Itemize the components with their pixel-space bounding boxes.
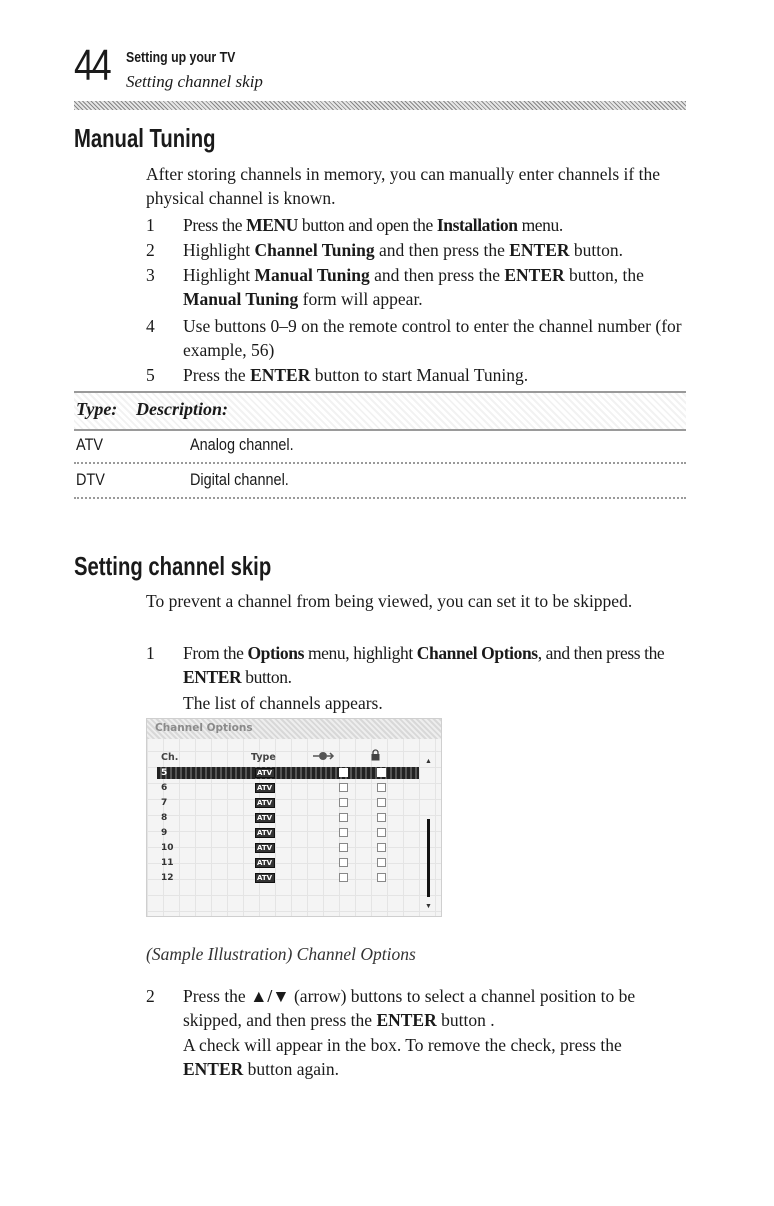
channel-row[interactable] bbox=[157, 767, 419, 779]
lock-checkbox[interactable] bbox=[377, 858, 386, 867]
step-number: 1 bbox=[146, 643, 155, 663]
step-text: Press the ▲/▼ (arrow) buttons to select a channel position to be skipped, and then press the ENTER button . bbox=[183, 986, 636, 1030]
skip-checkbox[interactable] bbox=[339, 798, 348, 807]
lock-icon bbox=[371, 749, 380, 761]
lock-checkbox[interactable] bbox=[377, 783, 386, 792]
step-text: Use buttons 0–9 on the remote control to enter the channel number (for example, 56) bbox=[183, 316, 682, 360]
channel-row[interactable] bbox=[157, 857, 419, 869]
step-number: 2 bbox=[146, 240, 155, 260]
channel-options-screen bbox=[146, 718, 442, 917]
table-header-row bbox=[74, 391, 686, 431]
channel-number: 10 bbox=[161, 843, 174, 853]
channel-row[interactable] bbox=[157, 827, 419, 839]
channel-row[interactable] bbox=[157, 797, 419, 809]
channel-type-label: ATV bbox=[257, 844, 273, 852]
channel-row[interactable] bbox=[157, 872, 419, 884]
channel-number: 5 bbox=[161, 768, 168, 778]
table-cell-type: ATV bbox=[76, 435, 104, 454]
channel-row[interactable] bbox=[157, 842, 419, 854]
channel-type-label: ATV bbox=[257, 814, 273, 822]
channel-type-badge bbox=[255, 813, 275, 823]
page-number: 44 bbox=[74, 41, 110, 90]
header-rule bbox=[74, 101, 686, 110]
table-row bbox=[74, 429, 686, 464]
step-text: Highlight Channel Tuning and then press the ENTER button. bbox=[183, 240, 624, 260]
step-number: 5 bbox=[146, 365, 155, 385]
lock-checkbox[interactable] bbox=[377, 768, 386, 777]
channel-type-badge bbox=[255, 828, 275, 838]
lock-checkbox[interactable] bbox=[377, 843, 386, 852]
channel-number: 6 bbox=[161, 783, 168, 793]
channel-row[interactable] bbox=[157, 812, 419, 824]
manual-tuning-intro: After storing channels in memory, you can manually enter channels if the physical channel is known. bbox=[146, 164, 660, 208]
lock-checkbox[interactable] bbox=[377, 813, 386, 822]
lock-checkbox[interactable] bbox=[377, 828, 386, 837]
step-note: A check will appear in the box. To remove the check, press the ENTER button again. bbox=[183, 1035, 622, 1079]
channel-type-badge bbox=[255, 858, 275, 868]
channel-row[interactable] bbox=[157, 782, 419, 794]
column-header-type: Type bbox=[251, 752, 276, 763]
scroll-up-arrow-icon[interactable]: ▲ bbox=[425, 757, 432, 765]
screen-title: Channel Options bbox=[155, 722, 253, 734]
channel-type-badge bbox=[255, 798, 275, 808]
channel-number: 7 bbox=[161, 798, 168, 808]
channel-type-badge bbox=[255, 768, 275, 778]
channel-type-label: ATV bbox=[257, 784, 273, 792]
channel-type-label: ATV bbox=[257, 799, 273, 807]
running-header-title: Setting up your TV bbox=[126, 49, 236, 66]
channel-type-label: ATV bbox=[257, 769, 273, 777]
step-number: 2 bbox=[146, 986, 155, 1006]
channel-number: 12 bbox=[161, 873, 174, 883]
skip-checkbox[interactable] bbox=[339, 858, 348, 867]
manual-tuning-heading: Manual Tuning bbox=[74, 123, 216, 153]
step-text: From the Options menu, highlight Channel Options, and then press the ENTER button. bbox=[183, 643, 665, 687]
channel-skip-heading: Setting channel skip bbox=[74, 551, 272, 581]
channel-type-badge bbox=[255, 873, 275, 883]
channel-number: 9 bbox=[161, 828, 168, 838]
step-number: 1 bbox=[146, 215, 155, 235]
scroll-down-arrow-icon[interactable]: ▼ bbox=[425, 902, 432, 910]
figure-caption: (Sample Illustration) Channel Options bbox=[146, 944, 416, 964]
channel-type-label: ATV bbox=[257, 859, 273, 867]
table-row bbox=[74, 464, 686, 499]
table-header-type: Type: bbox=[76, 399, 118, 419]
skip-checkbox[interactable] bbox=[339, 843, 348, 852]
channel-type-badge bbox=[255, 843, 275, 853]
channel-number: 11 bbox=[161, 858, 174, 868]
skip-checkbox[interactable] bbox=[339, 768, 348, 777]
lock-checkbox[interactable] bbox=[377, 873, 386, 882]
lock-checkbox[interactable] bbox=[377, 798, 386, 807]
skip-checkbox[interactable] bbox=[339, 783, 348, 792]
step-note: The list of channels appears. bbox=[183, 693, 383, 713]
step-text: Press the ENTER button to start Manual Tuning. bbox=[183, 365, 529, 385]
skip-checkbox[interactable] bbox=[339, 813, 348, 822]
skip-checkbox[interactable] bbox=[339, 828, 348, 837]
scrollbar[interactable] bbox=[427, 819, 430, 897]
step-text: Highlight Manual Tuning and then press the ENTER button, the Manual Tuning form will appear. bbox=[183, 265, 644, 309]
step-number: 3 bbox=[146, 265, 155, 285]
channel-type-badge bbox=[255, 783, 275, 793]
running-header-subtitle: Setting channel skip bbox=[126, 72, 263, 91]
step-number: 4 bbox=[146, 316, 155, 336]
channel-type-label: ATV bbox=[257, 829, 273, 837]
skip-checkbox[interactable] bbox=[339, 873, 348, 882]
column-header-ch: Ch. bbox=[161, 752, 179, 763]
table-cell-description: Analog channel. bbox=[190, 435, 294, 454]
table-cell-description: Digital channel. bbox=[190, 470, 289, 489]
channel-skip-intro: To prevent a channel from being viewed, you can set it to be skipped. bbox=[146, 591, 633, 611]
table-header-description: Description: bbox=[136, 399, 228, 419]
channel-number: 8 bbox=[161, 813, 168, 823]
step-text: Press the MENU button and open the Installation menu. bbox=[183, 215, 563, 235]
channel-type-label: ATV bbox=[257, 874, 273, 882]
table-cell-type: DTV bbox=[76, 470, 105, 489]
screen-title-bar bbox=[147, 719, 441, 739]
skip-icon bbox=[311, 750, 335, 762]
